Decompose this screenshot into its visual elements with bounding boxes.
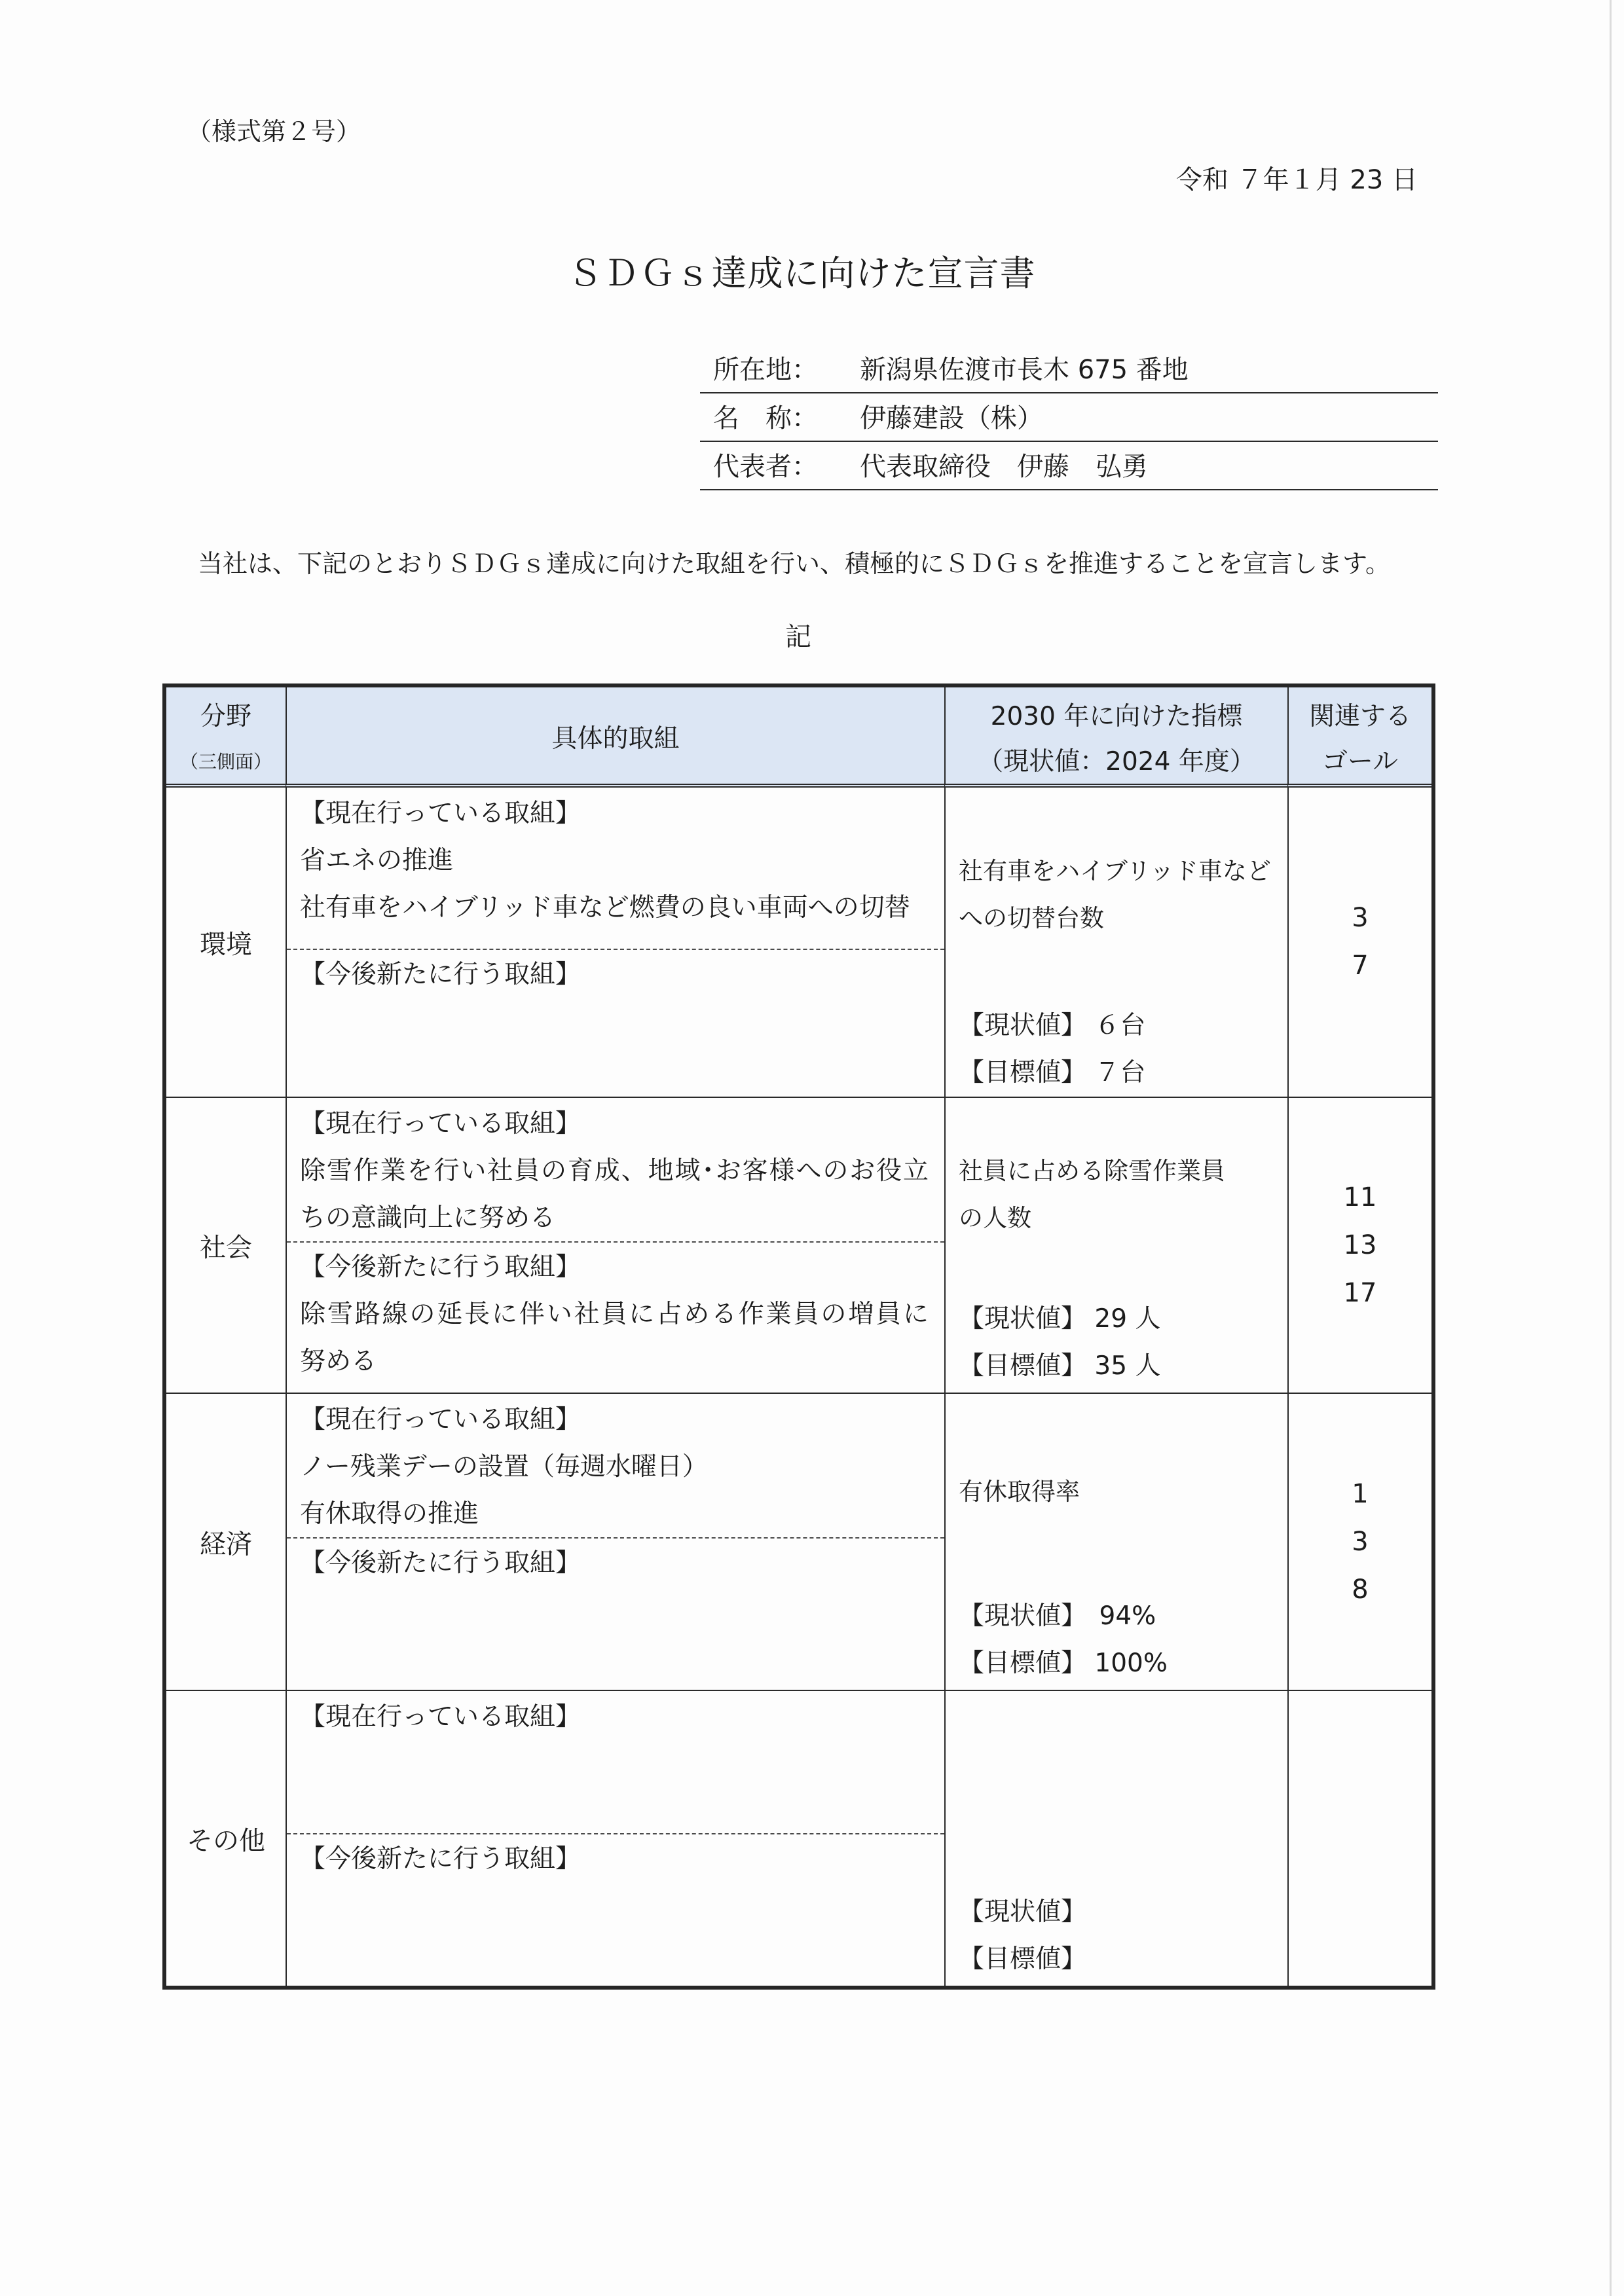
indicator-line: 社員に占める除雪作業員 xyxy=(959,1157,1225,1185)
future-action-line: 努める xyxy=(300,1347,377,1376)
current-value: 【現状値】 29 人 xyxy=(959,1304,1161,1334)
target-value: 【目標値】 ７台 xyxy=(959,1058,1146,1087)
current-actions-section xyxy=(287,1098,944,1241)
current-action-line: 社有車をハイブリッド車など燃費の良い車両への切替 xyxy=(300,893,910,922)
future-actions-heading: 【今後新たに行う取組】 xyxy=(300,960,581,989)
document-date: 令和 ７年１月 23 日 xyxy=(1175,165,1418,195)
row-economy-field: 経済 xyxy=(166,1393,286,1690)
row-society-field: 社会 xyxy=(166,1097,286,1393)
indicator-line: の人数 xyxy=(959,1204,1031,1232)
indicator-values xyxy=(959,1593,1168,1687)
current-value: 【現状値】 ６台 xyxy=(959,1011,1146,1040)
current-action-line: 有休取得の推進 xyxy=(300,1499,479,1529)
sdgs-table xyxy=(162,683,1435,1990)
current-action-line: 省エネの推進 xyxy=(300,846,454,875)
target-value: 【目標値】 100% xyxy=(959,1649,1168,1678)
indicator-text xyxy=(959,1148,1225,1242)
row-society-actions xyxy=(286,1097,944,1393)
header-goals-line2: ゴール xyxy=(1321,746,1399,776)
header-field-note: （三側面） xyxy=(179,750,272,773)
header-indicator-line2: （現状値：2024 年度） xyxy=(978,746,1255,776)
future-actions-heading: 【今後新たに行う取組】 xyxy=(300,1844,581,1874)
current-actions-section xyxy=(287,1394,944,1537)
indicator-values xyxy=(959,1296,1160,1390)
goal-number: 8 xyxy=(1352,1574,1369,1605)
company-name-row xyxy=(700,393,1438,442)
row-economy-actions xyxy=(286,1393,944,1690)
document-title: ＳＤＧｓ達成に向けた宣言書 xyxy=(567,253,1036,294)
future-actions-heading: 【今後新たに行う取組】 xyxy=(300,1548,581,1578)
target-value: 【目標値】 35 人 xyxy=(959,1351,1161,1381)
company-name-value: 伊藤建設（株） xyxy=(860,403,1043,433)
ki-heading: 記 xyxy=(785,622,811,652)
row-economy-indicator xyxy=(944,1393,1287,1690)
indicator-text xyxy=(959,1468,1080,1516)
current-action-line: ノー残業デーの設置（毎週水曜日） xyxy=(300,1452,708,1482)
goal-number: 7 xyxy=(1352,951,1369,981)
indicator-values xyxy=(959,1889,1086,1983)
future-action-line: 除雪路線の延長に伴い社員に占める作業員の増員に xyxy=(300,1300,929,1329)
header-actions xyxy=(286,687,944,788)
row-other-actions xyxy=(286,1690,944,1986)
header-field-label: 分野 xyxy=(200,701,251,731)
row-environment-indicator xyxy=(944,788,1287,1097)
current-actions-section xyxy=(287,1691,944,1833)
row-society-indicator xyxy=(944,1097,1287,1393)
future-actions-section xyxy=(287,1537,944,1690)
row-other-indicator xyxy=(944,1690,1287,1986)
representative-label: 代表者： xyxy=(713,452,818,482)
future-actions-section xyxy=(287,1241,944,1393)
header-actions-label: 具体的取組 xyxy=(551,724,680,754)
goal-number: 3 xyxy=(1352,903,1369,933)
current-actions-heading: 【現在行っている取組】 xyxy=(300,799,581,828)
address-label: 所在地： xyxy=(713,355,818,385)
row-environment-goals xyxy=(1287,788,1431,1097)
current-actions-heading: 【現在行っている取組】 xyxy=(300,1405,581,1434)
goal-number: 11 xyxy=(1343,1182,1377,1212)
declarant-info xyxy=(700,345,1438,490)
header-goals xyxy=(1287,687,1431,788)
row-environment-field: 環境 xyxy=(200,929,252,960)
header-goals-line1: 関連する xyxy=(1308,701,1411,731)
goal-number: 1 xyxy=(1352,1478,1369,1509)
future-actions-section xyxy=(287,1833,944,1986)
form-number: （様式第２号） xyxy=(187,117,361,146)
current-action-line: 除雪作業を行い社員の育成、地域･お客様へのお役立 xyxy=(300,1156,929,1186)
company-name-label: 名 称： xyxy=(713,403,818,433)
goal-number: 13 xyxy=(1343,1230,1377,1260)
declaration-text: 当社は、下記のとおりＳＤＧｓ達成に向けた取組を行い、積極的にＳＤＧｓを推進することを宣言します。 xyxy=(198,549,1390,578)
address-row xyxy=(700,345,1438,393)
row-other-goals xyxy=(1287,1690,1431,1986)
header-indicator-line1: 2030 年に向けた指標 xyxy=(990,701,1243,731)
future-actions-heading: 【今後新たに行う取組】 xyxy=(300,1252,581,1282)
indicator-text xyxy=(959,848,1271,942)
row-environment-actions xyxy=(286,788,944,1097)
scan-edge xyxy=(1610,0,1612,2296)
header-field xyxy=(166,687,286,788)
representative-value: 代表取締役 伊藤 弘勇 xyxy=(860,452,1148,482)
row-economy-goals xyxy=(1287,1393,1431,1690)
target-value: 【目標値】 xyxy=(959,1944,1087,1974)
goal-number: 3 xyxy=(1352,1526,1369,1557)
indicator-line: 社有車をハイブリッド車など xyxy=(959,857,1271,885)
header-indicator xyxy=(944,687,1287,788)
row-other-field: その他 xyxy=(166,1690,286,1986)
current-value: 【現状値】 xyxy=(959,1897,1087,1927)
indicator-line: への切替台数 xyxy=(959,904,1104,932)
indicator-line: 有休取得率 xyxy=(959,1478,1080,1506)
future-actions-section xyxy=(287,949,944,1097)
representative-row xyxy=(700,442,1438,490)
current-actions-heading: 【現在行っている取組】 xyxy=(300,1702,581,1732)
address-value: 新潟県佐渡市長木 675 番地 xyxy=(860,355,1189,385)
current-actions-section xyxy=(287,788,944,949)
current-action-line: ちの意識向上に努める xyxy=(300,1203,556,1233)
row-society-goals xyxy=(1287,1097,1431,1393)
indicator-values xyxy=(959,1002,1145,1097)
current-actions-heading: 【現在行っている取組】 xyxy=(300,1109,581,1139)
goal-number: 17 xyxy=(1343,1277,1377,1308)
current-value: 【現状値】 94% xyxy=(959,1601,1156,1631)
